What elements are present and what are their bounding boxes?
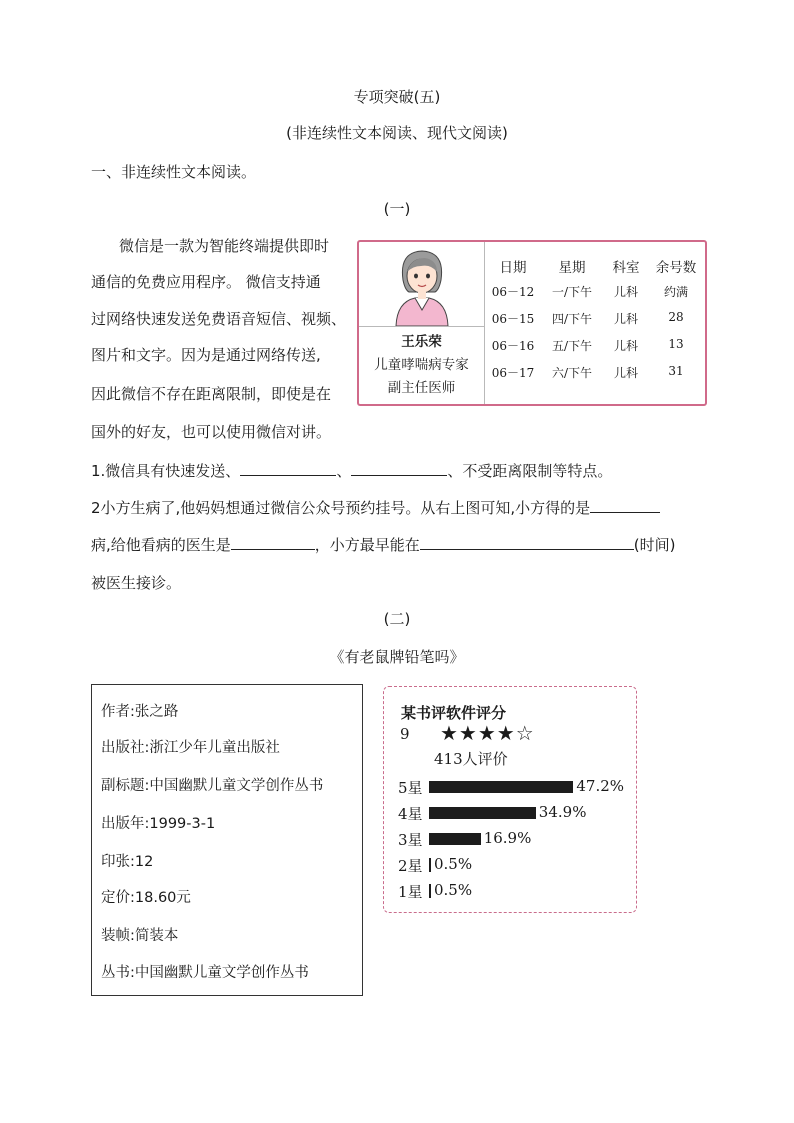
schedule-cell: 约满 — [663, 285, 688, 299]
schedule-row — [485, 283, 703, 310]
question-1-suffix: 、不受距离限制等特点。 — [447, 462, 613, 480]
rating-bar-label: 4星 — [398, 805, 423, 823]
book-info-field: 出版社:浙江少年儿童出版社 — [101, 740, 280, 756]
doctor-specialty: 儿童哮喘病专家 — [374, 357, 469, 373]
schedule-row — [485, 337, 703, 364]
passage-line: 因此微信不存在距离限制，即使是在 — [91, 385, 332, 403]
rating-bar-percent: 0.5% — [434, 881, 473, 899]
rating-bar-percent: 0.5% — [434, 855, 473, 873]
question-2-text: 病,给他看病的医生是 — [91, 536, 231, 554]
schedule-row — [485, 364, 703, 391]
part-one-label: (一) — [383, 200, 411, 218]
question-2-text: 2小方生病了,他妈妈想通过微信公众号预约挂号。从右上图可知,小方得的是 — [91, 499, 591, 517]
answer-blank[interactable] — [590, 498, 660, 513]
rating-bar — [429, 807, 536, 819]
schedule-cell: 06－16 — [491, 339, 535, 353]
question-2-line-1 — [91, 497, 660, 518]
part-two-label: (二) — [383, 610, 411, 628]
schedule-cell: 儿科 — [613, 366, 638, 380]
rating-bar-label: 5星 — [398, 779, 423, 797]
answer-blank[interactable] — [420, 535, 634, 550]
schedule-cell: 28 — [668, 310, 684, 324]
answer-blank[interactable] — [351, 461, 447, 476]
rating-bar-row — [398, 827, 634, 851]
answer-blank[interactable] — [231, 535, 315, 550]
question-2-text: (时间) — [633, 536, 676, 554]
schedule-header-cell: 日期 — [499, 260, 527, 276]
question-1-prefix: 1.微信具有快速发送、 — [91, 462, 241, 480]
rating-bar-row — [398, 879, 634, 903]
passage-line: 过网络快速发送免费语音短信、视频、 — [91, 310, 347, 328]
schedule-header — [485, 256, 703, 283]
schedule-cell: 13 — [668, 337, 684, 351]
passage-line: 国外的好友，也可以使用微信对讲。 — [91, 423, 332, 441]
book-info-field: 丛书:中国幽默儿童文学创作丛书 — [101, 965, 309, 981]
schedule-cell: 儿科 — [613, 339, 638, 353]
rating-card — [383, 686, 637, 913]
rating-stars-icon: ★★★★☆ — [440, 721, 535, 745]
schedule-header-cell: 科室 — [612, 260, 640, 276]
schedule-cell: 儿科 — [613, 312, 638, 326]
question-2-line-3: 被医生接诊。 — [91, 574, 182, 592]
page-title: 专项突破(五) — [353, 88, 441, 106]
doctor-title: 副主任医师 — [387, 380, 456, 396]
rating-bar-label: 2星 — [398, 857, 423, 875]
rating-score: 9 — [400, 725, 410, 743]
schedule-cell: 06－15 — [491, 312, 535, 326]
schedule-cell: 儿科 — [613, 285, 638, 299]
schedule-cell: 06－17 — [491, 366, 535, 380]
book-info-field: 出版年:1999-3-1 — [101, 816, 216, 832]
rating-bar — [429, 884, 431, 898]
book-info-field: 印张:12 — [101, 854, 154, 870]
rating-bar — [429, 858, 431, 872]
schedule-row — [485, 310, 703, 337]
schedule-cell: 六/下午 — [551, 366, 593, 380]
book-info-field: 定价:18.60元 — [101, 890, 191, 906]
rating-bar-row — [398, 775, 634, 799]
doctor-schedule-card — [357, 240, 707, 406]
question-2-line-2 — [91, 534, 676, 555]
passage-line: 图片和文字。因为是通过网络传送, — [91, 346, 321, 364]
rating-bar — [429, 781, 573, 793]
book-info-field: 作者:张之路 — [101, 704, 179, 720]
rating-bar-row — [398, 853, 634, 877]
book-info-field: 副标题:中国幽默儿童文学创作丛书 — [101, 778, 324, 794]
question-1 — [91, 460, 612, 481]
rating-bar-percent: 34.9% — [538, 803, 587, 821]
schedule-table — [485, 256, 703, 391]
doctor-info — [359, 326, 484, 403]
answer-blank[interactable] — [240, 461, 336, 476]
section-heading: 一、非连续性文本阅读。 — [91, 163, 257, 181]
schedule-header-cell: 余号数 — [655, 260, 697, 276]
schedule-cell: 一/下午 — [551, 285, 593, 299]
rating-bar-label: 3星 — [398, 831, 423, 849]
schedule-cell: 四/下午 — [551, 312, 593, 326]
rating-bar-row — [398, 801, 634, 825]
schedule-cell: 五/下午 — [551, 339, 593, 353]
passage-line: 通信的免费应用程序。 微信支持通 — [91, 273, 321, 291]
rating-title: 某书评软件评分 — [401, 704, 507, 722]
book-title: 《有老鼠牌铅笔吗》 — [329, 648, 465, 666]
schedule-cell: 06－12 — [491, 285, 535, 299]
rating-bar — [429, 833, 481, 845]
rating-bar-percent: 47.2% — [576, 777, 625, 795]
schedule-header-cell: 星期 — [558, 260, 586, 276]
rating-bar-label: 1星 — [398, 883, 423, 901]
doctor-avatar-icon — [391, 246, 453, 326]
schedule-cell: 31 — [668, 364, 684, 378]
rating-bar-percent: 16.9% — [483, 829, 532, 847]
page-subtitle: (非连续性文本阅读、现代文阅读) — [286, 124, 508, 142]
book-info-box — [91, 684, 363, 996]
passage-line: 微信是一款为智能终端提供即时 — [119, 237, 330, 255]
doctor-name: 王乐荣 — [401, 334, 442, 350]
question-2-text: ，小方最早能在 — [314, 536, 420, 554]
book-info-field: 装帧:简装本 — [101, 928, 179, 944]
question-1-separator: 、 — [336, 462, 352, 480]
rating-count: 413人评价 — [434, 750, 508, 768]
doctor-profile — [359, 242, 485, 404]
